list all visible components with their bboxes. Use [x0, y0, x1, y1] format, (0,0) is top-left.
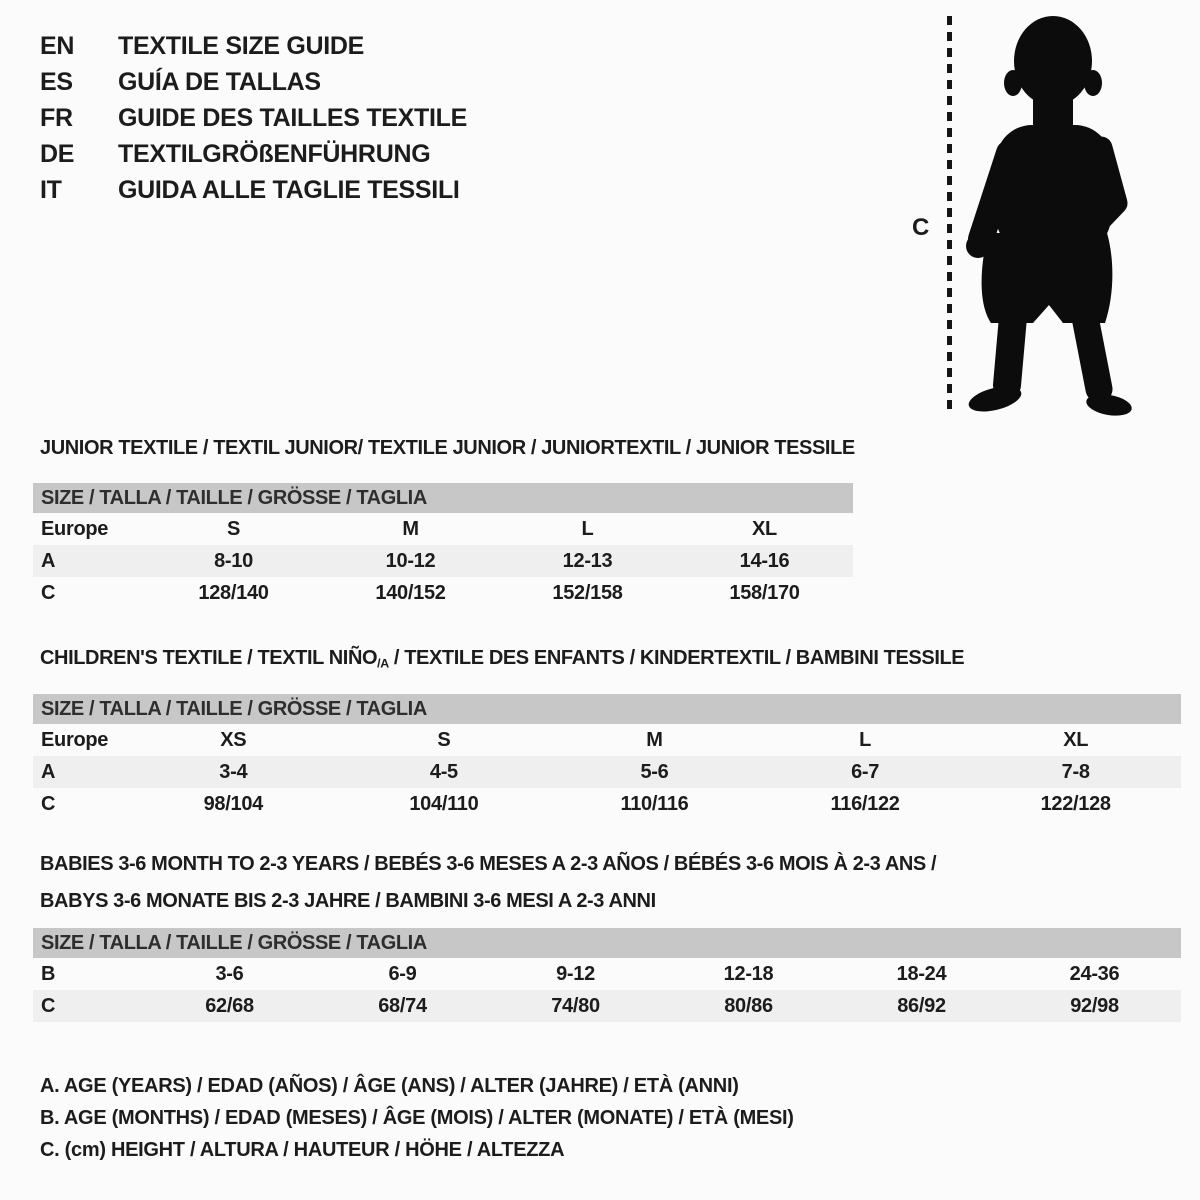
junior-section-title: JUNIOR TEXTILE / TEXTIL JUNIOR/ TEXTILE JUNIOR / JUNIORTEXTIL / JUNIOR TESSILE: [40, 437, 855, 459]
size-cell: 152/158: [552, 581, 623, 604]
size-cell: 3-4: [219, 760, 248, 783]
table-header-bar: SIZE / TALLA / TAILLE / GRÖSSE / TAGLIA: [33, 483, 853, 513]
size-cell: XL: [1063, 728, 1089, 751]
size-cell: 62/68: [205, 994, 254, 1017]
size-cell: L: [581, 517, 594, 540]
language-label: TEXTILE SIZE GUIDE: [118, 32, 365, 60]
babies-title-line1: BABIES 3-6 MONTH TO 2-3 YEARS / BEBÉS 3-6 MESES A 2-3 AÑOS / BÉBÉS 3-6 MOIS À 2-3 ANS /: [40, 853, 937, 875]
row-label: Europe: [41, 728, 109, 751]
height-dashed-line: [947, 16, 952, 416]
language-row-fr: [40, 100, 467, 136]
children-title-sub: /A: [377, 656, 389, 671]
size-cell: S: [437, 728, 451, 751]
size-cell: 116/122: [830, 792, 900, 815]
size-cell: 110/116: [620, 792, 689, 815]
size-cell: 4-5: [429, 760, 458, 783]
language-code: EN: [40, 32, 75, 60]
table-row-europe: [33, 724, 1181, 756]
language-code: IT: [40, 176, 62, 204]
table-row-age: [33, 756, 1181, 788]
children-section-title: [40, 646, 964, 675]
junior-size-table: [33, 483, 853, 609]
table-header-bar: SIZE / TALLA / TAILLE / GRÖSSE / TAGLIA: [33, 694, 1181, 724]
children-size-table: [33, 694, 1181, 820]
language-code: DE: [40, 140, 75, 168]
size-cell: 74/80: [551, 994, 600, 1017]
legend: [40, 1070, 794, 1166]
row-label: C: [41, 994, 56, 1017]
size-cell: 68/74: [378, 994, 427, 1017]
language-row-it: [40, 172, 467, 208]
size-cell: M: [646, 728, 663, 751]
size-cell: 12-13: [562, 549, 613, 572]
size-cell: 86/92: [897, 994, 946, 1017]
babies-title-line2: BABYS 3-6 MONATE BIS 2-3 JAHRE / BAMBINI 3-6 MESI A 2-3 ANNI: [40, 890, 656, 912]
size-cell: 10-12: [385, 549, 436, 572]
size-cell: 24-36: [1069, 962, 1120, 985]
row-label: C: [41, 581, 56, 604]
size-cell: 18-24: [896, 962, 947, 985]
table-header-bar: SIZE / TALLA / TAILLE / GRÖSSE / TAGLIA: [33, 928, 1181, 958]
table-row-europe: [33, 513, 853, 545]
legend-line-height: C. (cm) HEIGHT / ALTURA / HAUTEUR / HÖHE / ALTEZZA: [40, 1139, 565, 1161]
language-row-en: [40, 28, 467, 64]
size-cell: 9-12: [556, 962, 595, 985]
legend-line-age-months: B. AGE (MONTHS) / EDAD (MESES) / ÂGE (MOIS) / ALTER (MONATE) / ETÀ (MESI): [40, 1107, 794, 1129]
language-list: [40, 28, 467, 208]
row-label: Europe: [41, 517, 109, 540]
size-cell: L: [859, 728, 872, 751]
size-cell: XS: [220, 728, 247, 751]
table-row-months: [33, 958, 1181, 990]
size-cell: 7-8: [1061, 760, 1090, 783]
table-row-height: [33, 788, 1181, 820]
size-cell: S: [226, 517, 241, 540]
legend-line-age-years: A. AGE (YEARS) / EDAD (AÑOS) / ÂGE (ANS) / ALTER (JAHRE) / ETÀ (ANNI): [40, 1075, 739, 1097]
children-title-post: / TEXTILE DES ENFANTS / KINDERTEXTIL / BAMBINI TESSILE: [388, 647, 965, 669]
row-label: C: [41, 792, 56, 815]
size-cell: 128/140: [198, 581, 269, 604]
size-cell: 8-10: [214, 549, 253, 572]
row-label: A: [41, 760, 56, 783]
size-cell: 122/128: [1040, 792, 1111, 815]
language-label: GUIDA ALLE TAGLIE TESSILI: [118, 176, 460, 204]
babies-size-table: [33, 928, 1181, 1022]
table-row-age: [33, 545, 853, 577]
size-cell: 6-7: [851, 760, 880, 783]
language-label: TEXTILGRÖßENFÜHRUNG: [118, 140, 431, 168]
size-cell: XL: [752, 517, 777, 540]
size-cell: 158/170: [729, 581, 800, 604]
size-cell: 12-18: [723, 962, 774, 985]
language-label: GUIDE DES TAILLES TEXTILE: [118, 104, 468, 132]
babies-section-title: [40, 846, 936, 920]
table-row-height: [33, 990, 1181, 1022]
children-title-pre: CHILDREN'S TEXTILE / TEXTIL NIÑO: [40, 647, 378, 669]
size-cell: 6-9: [388, 962, 417, 985]
size-cell: 140/152: [375, 581, 446, 604]
language-code: FR: [40, 104, 73, 132]
row-label: B: [41, 962, 56, 985]
size-cell: 104/110: [409, 792, 479, 815]
size-cell: 3-6: [215, 962, 244, 985]
height-measure-label: C: [912, 214, 930, 241]
language-code: ES: [40, 68, 73, 96]
size-cell: 80/86: [724, 994, 773, 1017]
table-row-height: [33, 577, 853, 609]
language-row-de: [40, 136, 467, 172]
language-label: GUÍA DE TALLAS: [118, 68, 321, 96]
toddler-silhouette-icon: [963, 13, 1135, 419]
row-label: A: [41, 549, 56, 572]
size-cell: 98/104: [203, 792, 263, 815]
size-cell: M: [402, 517, 419, 540]
size-cell: 5-6: [640, 760, 669, 783]
size-cell: 92/98: [1070, 994, 1119, 1017]
size-cell: 14-16: [739, 549, 790, 572]
language-row-es: [40, 64, 467, 100]
